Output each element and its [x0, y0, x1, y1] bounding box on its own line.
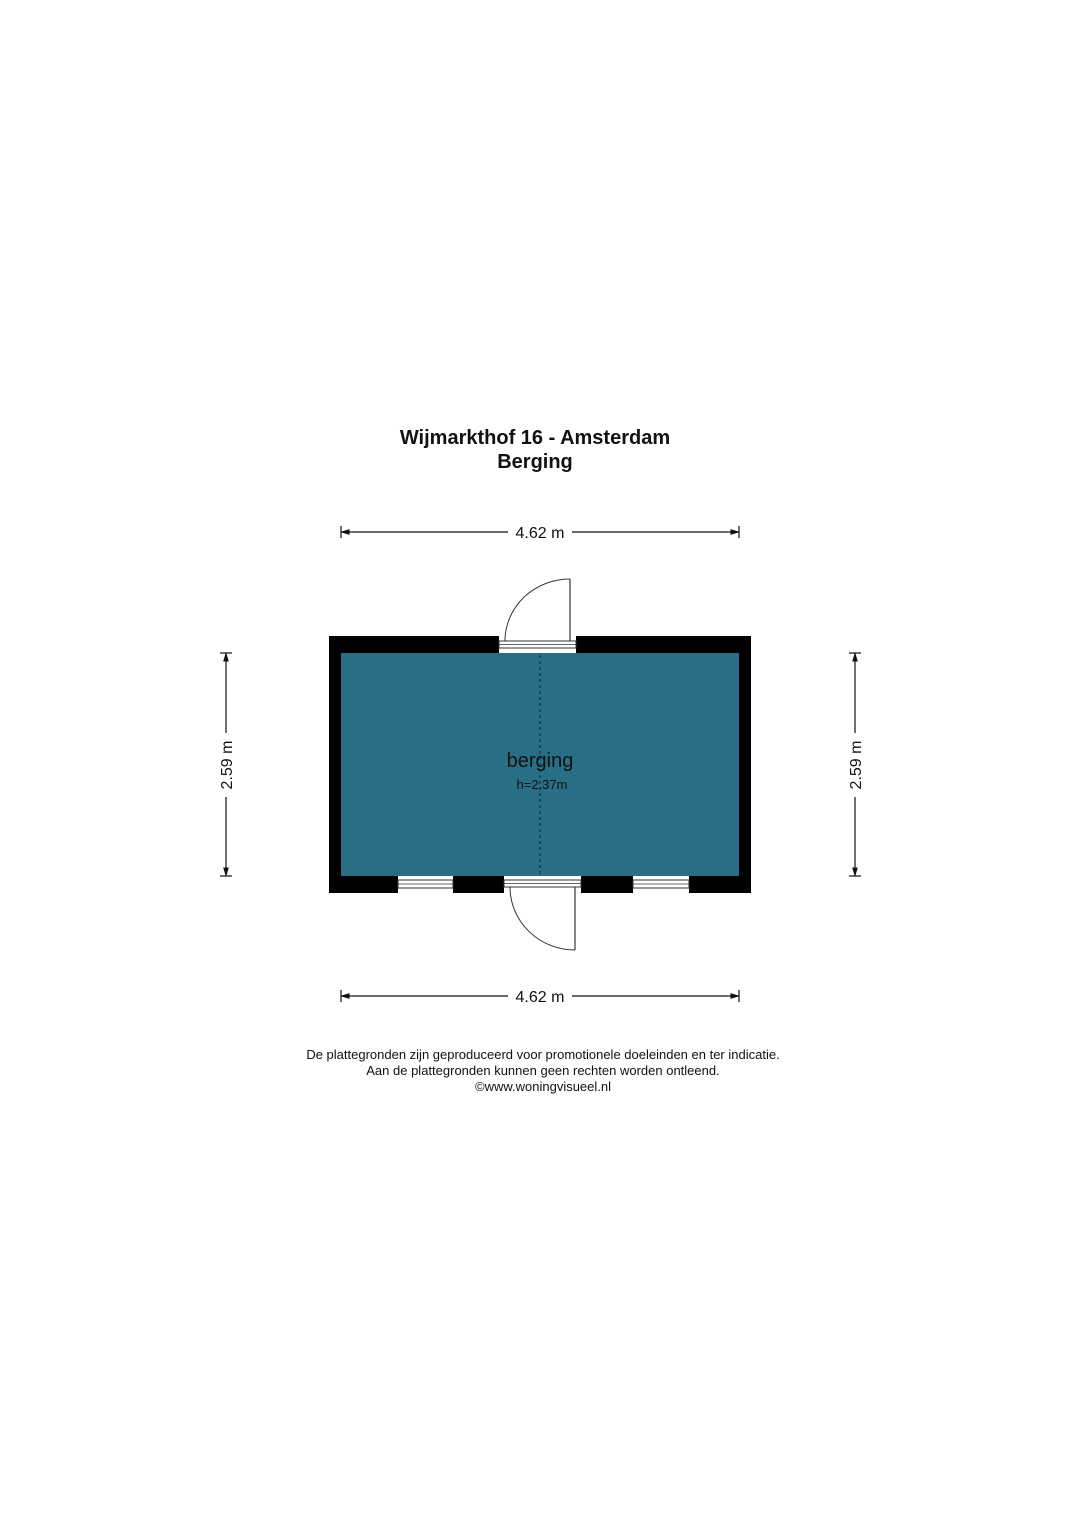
disclaimer-line-2: Aan de plattegronden kunnen geen rechten worden ontleend.	[366, 1063, 720, 1078]
window-bottom-right	[633, 880, 689, 888]
dimension-bottom-label: 4.62 m	[515, 989, 565, 1006]
wall-bottom-2	[453, 876, 504, 893]
wall-bottom-4	[689, 876, 751, 893]
wall-top-right	[576, 636, 751, 653]
window-bottom-left	[398, 880, 453, 888]
disclaimer-line-1: De plattegronden zijn geproduceerd voor promotionele doeleinden en ter indicatie.	[306, 1047, 780, 1062]
dimension-top-label: 4.62 m	[515, 525, 565, 542]
disclaimer	[0, 1047, 1080, 1095]
dimension-top	[341, 525, 739, 542]
dimension-left	[219, 653, 236, 876]
door-top	[499, 579, 576, 648]
plan-floor-title: Berging	[497, 451, 573, 473]
wall-bottom-1	[329, 876, 398, 893]
dimension-left-label: 2.59 m	[219, 740, 236, 790]
wall-left	[329, 636, 341, 893]
plan-address-title: Wijmarkthof 16 - Amsterdam	[399, 427, 671, 449]
wall-top-left	[329, 636, 499, 653]
wall-bottom-3	[581, 876, 633, 893]
wall-right	[739, 636, 751, 893]
dimension-right	[848, 653, 865, 876]
disclaimer-copyright: ©www.woningvisueel.nl	[474, 1079, 612, 1094]
room-name-label: berging	[506, 750, 574, 772]
door-bottom	[504, 880, 581, 950]
dimension-right-label: 2.59 m	[848, 740, 865, 790]
dimension-bottom	[341, 989, 739, 1006]
room-height-label: h=2.37m	[516, 777, 568, 792]
